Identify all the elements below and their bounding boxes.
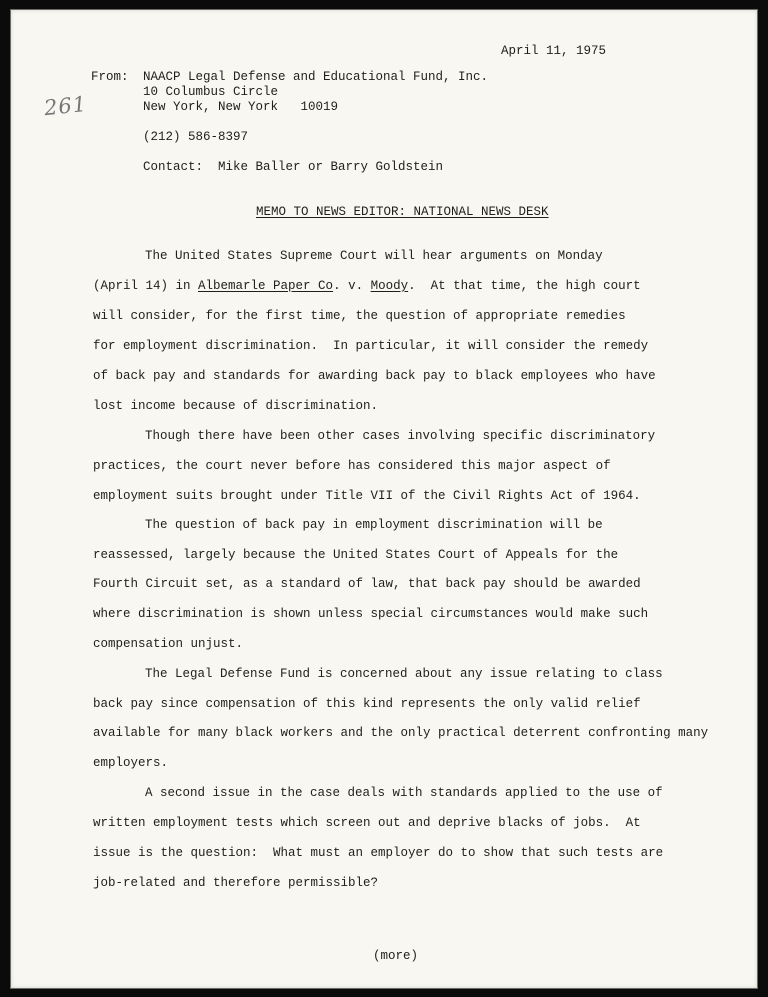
para2-line: Though there have been other cases involving specific discriminatory: [145, 429, 656, 443]
para4-line: back pay since compensation of this kind represents the only valid relief: [93, 697, 641, 711]
memo-title: MEMO TO NEWS EDITOR: NATIONAL NEWS DESK: [256, 205, 549, 219]
para5-line: written employment tests which screen out and deprive blacks of jobs. At: [93, 816, 641, 830]
para1-line: for employment discrimination. In particular, it will consider the remedy: [93, 339, 649, 353]
para3-line: Fourth Circuit set, as a standard of law, that back pay should be awarded: [93, 577, 641, 591]
para1-line: The United States Supreme Court will hear arguments on Monday: [145, 249, 603, 263]
memo-date: April 11, 1975: [501, 44, 607, 58]
para1-line: lost income because of discrimination.: [93, 399, 379, 413]
contact-label: Contact:: [143, 160, 204, 174]
from-line-city: New York, New York 10019: [143, 100, 339, 114]
para1-line-case: (April 14) in Albemarle Paper Co. v. Moody. At that time, the high court: [93, 279, 641, 293]
phone-number: (212) 586-8397: [143, 130, 249, 144]
para1-line: will consider, for the first time, the question of appropriate remedies: [93, 309, 626, 323]
para4-line: The Legal Defense Fund is concerned about any issue relating to class: [145, 667, 663, 681]
para3-line: compensation unjust.: [93, 637, 244, 651]
memo-page: [10, 9, 758, 989]
contact-names: Mike Baller or Barry Goldstein: [218, 160, 444, 174]
para2-line: practices, the court never before has considered this major aspect of: [93, 459, 611, 473]
para3-line: where discrimination is shown unless special circumstances would make such: [93, 607, 649, 621]
para1-line: of back pay and standards for awarding back pay to black employees who have: [93, 369, 656, 383]
more-footer: (more): [373, 949, 419, 963]
para3-line: The question of back pay in employment discrimination will be: [145, 518, 603, 532]
case-name-albemarle: Albemarle Paper Co: [198, 279, 334, 293]
from-line-street: 10 Columbus Circle: [143, 85, 279, 99]
para2-line: employment suits brought under Title VII of the Civil Rights Act of 1964.: [93, 489, 641, 503]
para3-line: reassessed, largely because the United States Court of Appeals for the: [93, 548, 619, 562]
from-line-org: NAACP Legal Defense and Educational Fund, Inc.: [143, 70, 489, 84]
para4-line: employers.: [93, 756, 169, 770]
from-label: From:: [91, 70, 129, 84]
para5-line: job-related and therefore permissible?: [93, 876, 379, 890]
handwritten-page-number: 261: [42, 91, 89, 121]
case-name-moody: Moody: [370, 279, 409, 293]
para5-line: issue is the question: What must an employer do to show that such tests are: [93, 846, 664, 860]
para4-line: available for many black workers and the only practical deterrent confronting many: [93, 726, 709, 740]
para5-line: A second issue in the case deals with standards applied to the use of: [145, 786, 663, 800]
